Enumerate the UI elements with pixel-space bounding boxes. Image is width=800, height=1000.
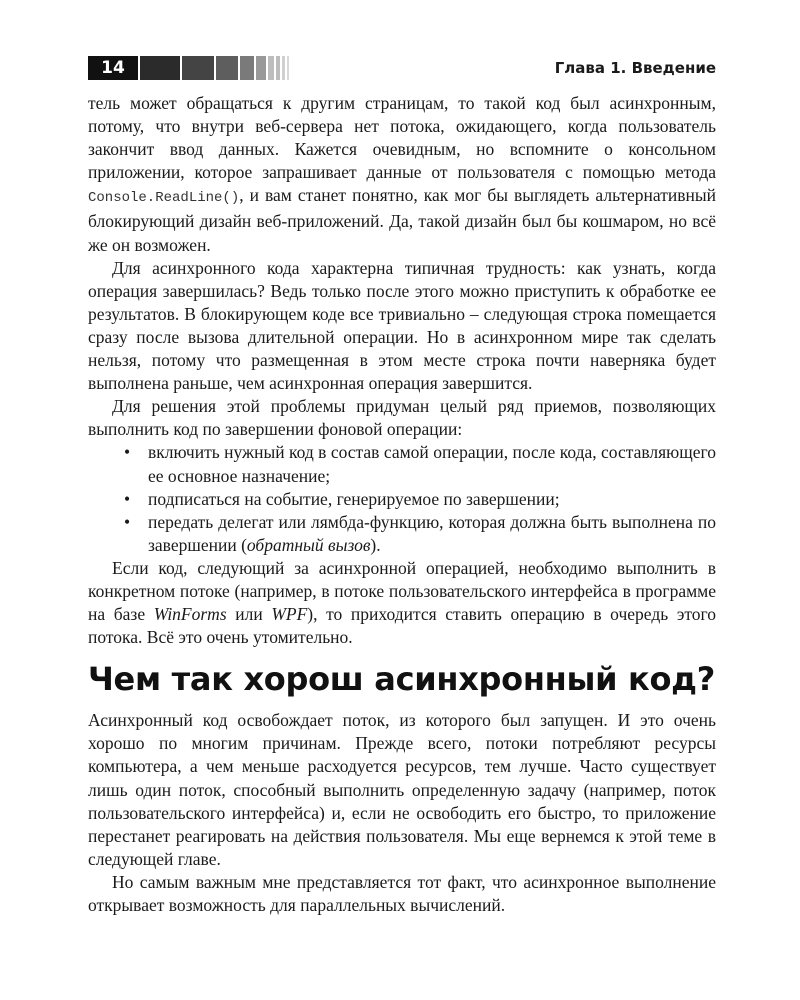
- paragraph-4-emphasis-2: WPF: [271, 604, 308, 625]
- paragraph-1: [88, 92, 716, 257]
- inline-code: Console.ReadLine(): [88, 190, 240, 207]
- header-strip-block-4: [240, 56, 254, 80]
- paragraph-2: Для асинхронного кода характерна типичная трудность: как узнать, когда операция завершилась? Ведь только после этого можно приступить к обработке ее результатов. В блокирующем коде все тривиально – следующая строка помещается сразу после вызова длительной операции. Но в асинхронном мире так сделать нельзя, потому что размещенная в этом месте строка почти наверняка будет выполнена раньше, чем асинхронная операция завершится.: [88, 257, 716, 394]
- paragraph-4-emphasis-1: WinForms: [153, 604, 227, 625]
- page-header: [88, 56, 716, 80]
- bullet-icon: •: [124, 442, 131, 463]
- header-strip-block-8: [282, 56, 285, 80]
- bullet-icon: •: [124, 488, 131, 509]
- paragraph-3: Для решения этой проблемы придуман целый ряд приемов, позволяющих выполнить код по завершении фоновой операции:: [88, 396, 716, 440]
- header-strip-block-3: [216, 56, 238, 80]
- list-item: [88, 441, 716, 487]
- header-strip-block-2: [182, 56, 214, 80]
- header-strip-block-9: [287, 56, 289, 80]
- paragraph-4: [88, 557, 716, 649]
- page-body: [88, 92, 716, 917]
- list-item-text: включить нужный код в состав самой операции, после кода, составляющего ее основное назначение;: [148, 442, 716, 486]
- bullet-icon: •: [124, 511, 131, 532]
- chapter-title: Глава 1. Введение: [554, 59, 716, 77]
- header-strip-block-7: [276, 56, 280, 80]
- list-item-text-a: передать делегат или лямбда-функцию, которая должна быть выполнена по завершении (: [148, 511, 716, 555]
- list-item-text-b: ).: [370, 534, 381, 555]
- paragraph-1-text-b: , и вам станет понятно, как мог бы выглядеть альтернативный блокирующий дизайн веб-приложений. Да, такой дизайн был бы кошмаром, но всё же он возможен.: [88, 185, 716, 255]
- paragraph-5: Асинхронный код освобождает поток, из которого был запущен. И это очень хорошо по многим причинам. Прежде всего, потоки потребляют ресурсы компьютера, а чем меньше расходуется ресурсов, тем лучше. Часто существует лишь один поток, способный выполнить определенную задачу (например, поток пользовательского интерфейса) и, если не освободить его быстро, то приложение перестанет реагировать на действия пользователя. Мы еще вернемся к этой теме в следующей главе.: [88, 710, 716, 869]
- list-item-emphasis: обратный вызов: [246, 534, 371, 555]
- header-strip-block-5: [256, 56, 266, 80]
- paragraph-1-text-a: тель может обращаться к другим страницам, то такой код был асинхронным, потому, что внутри веб-сервера нет потока, ожидающего, когда пользователь закончит ввод данных. Кажется очевидным, но вспомните о консольном приложении, которое запрашивает данные от пользователя с помощью метода: [88, 93, 716, 183]
- header-strip-block-1: [140, 56, 180, 80]
- paragraph-4-text-a: Если код, следующий за асинхронной операцией, необходимо выполнить в конкретном потоке (например, в потоке пользовательского интерфейса в программе на базе: [88, 557, 716, 625]
- list-item: [88, 511, 716, 557]
- list-item-text: подписаться на событие, генерируемое по завершении;: [148, 488, 560, 509]
- list-item: [88, 488, 716, 511]
- page-number: 14: [88, 56, 138, 80]
- section-heading: Чем так хорош асинхронный код?: [88, 660, 715, 699]
- bullet-list: [88, 441, 716, 556]
- paragraph-6: Но самым важным мне представляется тот факт, что асинхронное выполнение открывает возможность для параллельных вычислений.: [88, 871, 716, 915]
- paragraph-4-text-b: или: [226, 604, 272, 625]
- paragraph-4-text-c: ), то приходится ставить операцию в очередь этого потока. Всё это очень утомительно.: [88, 604, 716, 648]
- header-strip-block-6: [268, 56, 274, 80]
